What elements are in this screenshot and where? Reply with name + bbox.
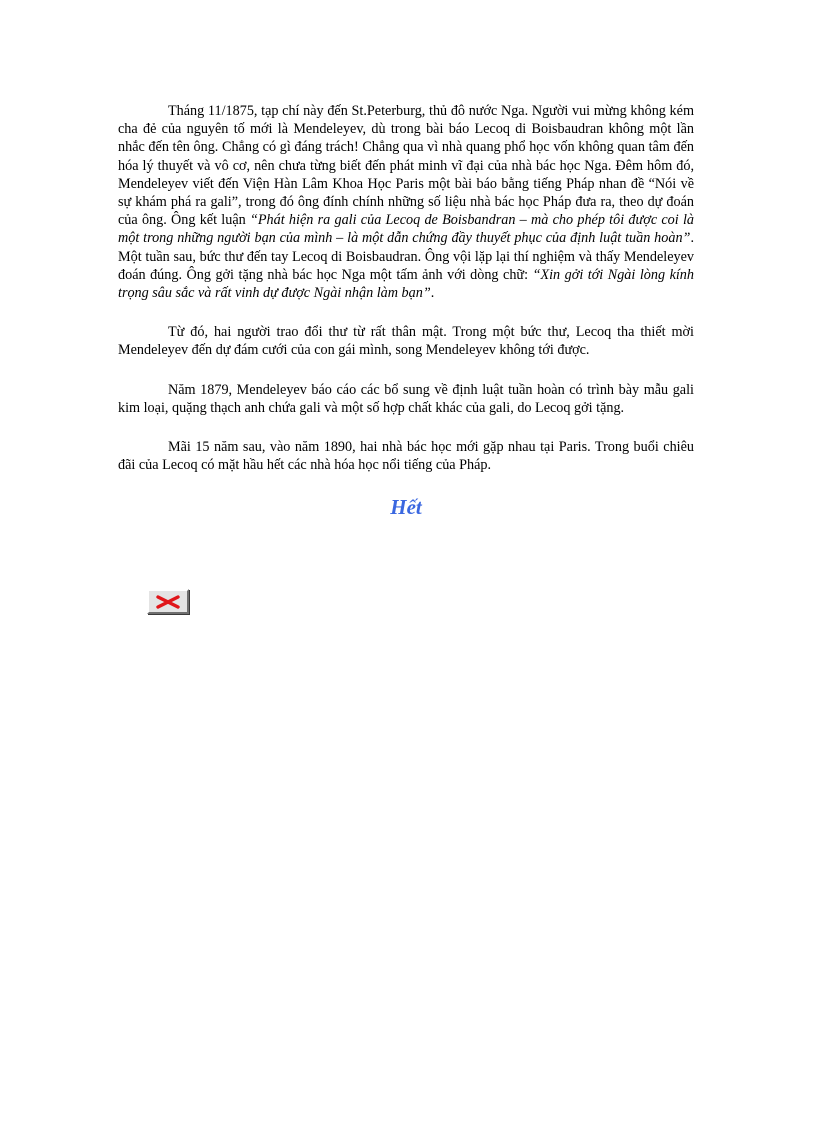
document-body <box>118 102 694 520</box>
quote-dedication: “Xin gởi tới Ngài lòng kính trọng sâu sắc và rất vinh dự được Ngài nhận làm bạn” <box>118 266 694 302</box>
paragraph-1 <box>118 102 694 302</box>
paragraph-2: Từ đó, hai người trao đổi thư từ rất thân mật. Trong một bức thư, Lecoq tha thiết mời Mendeleyev đến dự đám cưới của con gái mình, song Mendeleyev không tới được. <box>118 324 694 359</box>
paragraph-4: Mãi 15 năm sau, vào năm 1890, hai nhà bác học mới gặp nhau tại Paris. Trong buổi chiêu đãi của Lecoq có mặt hầu hết các nhà hóa học nổi tiếng của Pháp. <box>118 439 694 474</box>
close-button[interactable] <box>147 589 189 614</box>
quote-conclusion: “Phát hiện ra gali của Lecoq de Boisbandran – mà cho phép tôi được coi là một trong những người bạn của mình – là một dẫn chứng đầy thuyết phục của định luật tuần hoàn” <box>118 212 694 247</box>
paragraph-1-text-a: Tháng 11/1875, tạp chí này đến St.Peterburg, thủ đô nước Nga. Người vui mừng không kém cha đẻ của nguyên tố mới là Mendeleyev, dù trong bài báo Lecoq di Boisbaudran không một lần nhắc đến tên ông. Chẳng có gì đáng trách! Chẳng qua vì nhà quang phổ học vốn không quan tâm đến hóa lý thuyết và vô cơ, nên chưa từng biết đến phát minh vĩ đại của nhà bác học Nga. Đêm hôm đó, Mendeleyev viết đến Viện Hàn Lâm Khoa Học Paris một bài báo bằng tiếng Pháp nhan đề “Nói về sự khám phá ra gali”, trong đó ông đính chính những số liệu nhà bác học Pháp đưa ra, theo dự đoán của ông. Ông kết luận <box>118 103 694 229</box>
paragraph-3: Năm 1879, Mendeleyev báo cáo các bổ sung về định luật tuần hoàn có trình bày mẫu gali kim loại, quặng thạch anh chứa gali và một số hợp chất khác của gali, do Lecoq gởi tặng. <box>118 381 694 416</box>
paragraph-1-text-b: . Một tuần sau, bức thư đến tay Lecoq di Boisbaudran. Ông vội lặp lại thí nghiệm và thấy Mendeleyev đoán đúng. Ông gởi tặng nhà bác học Nga một tấm ảnh với dòng chữ: <box>118 230 694 283</box>
paragraph-1-text-c: . <box>430 285 435 302</box>
close-icon <box>155 595 181 609</box>
end-title: Hết <box>390 495 422 520</box>
